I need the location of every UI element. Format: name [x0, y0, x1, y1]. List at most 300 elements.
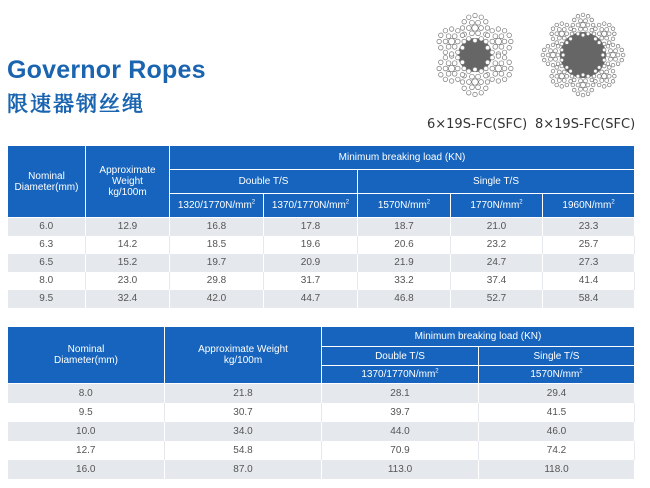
- wire: [594, 69, 598, 73]
- table-row: [8, 236, 635, 254]
- wire: [560, 42, 564, 46]
- wire: [448, 65, 454, 71]
- wire: [561, 53, 565, 57]
- wire: [551, 69, 555, 73]
- wire: [495, 65, 501, 71]
- table-cell: 27.3: [543, 254, 635, 272]
- wire: [449, 79, 453, 83]
- table-cell: 18.5: [170, 236, 264, 254]
- wire: [613, 74, 617, 78]
- table-cell: 21.0: [451, 218, 543, 236]
- col-header-min-breaking-load: Minimum breaking load (KN): [170, 146, 635, 170]
- wire: [606, 44, 610, 48]
- wire: [549, 57, 553, 61]
- table-cell: 34.0: [165, 422, 322, 441]
- wire: [496, 54, 500, 58]
- wire: [456, 77, 460, 81]
- wire: [613, 32, 617, 36]
- wire: [555, 23, 559, 27]
- wire: [602, 74, 607, 79]
- wire: [476, 20, 481, 25]
- table-cell: 29.8: [170, 272, 264, 290]
- table-cell: 20.9: [264, 254, 358, 272]
- wire: [572, 18, 576, 22]
- wire: [586, 74, 590, 78]
- wire: [507, 46, 511, 50]
- wire: [607, 41, 611, 45]
- wire: [602, 22, 606, 26]
- wire: [551, 27, 555, 31]
- wire: [600, 79, 604, 83]
- wire: [496, 27, 500, 31]
- table-row: [8, 422, 635, 441]
- wire: [562, 70, 566, 74]
- rope-caption-8x19: 8×19S-FC(SFC): [535, 117, 636, 132]
- wire: [584, 27, 588, 31]
- wire: [590, 18, 594, 22]
- table-cell: 41.5: [479, 403, 635, 422]
- table-row: [8, 218, 635, 236]
- table-row: [8, 272, 635, 290]
- col-header-nominal-diameter: Nominal Diameter(mm): [8, 327, 165, 384]
- wire: [462, 39, 466, 43]
- wire: [467, 69, 471, 73]
- wire: [565, 83, 569, 87]
- table-cell: 21.8: [165, 384, 322, 403]
- wire: [597, 41, 601, 45]
- wire: [555, 66, 559, 70]
- wire: [467, 80, 472, 85]
- wire: [473, 67, 477, 71]
- wire: [584, 87, 588, 91]
- wire: [607, 23, 611, 27]
- table-cell: 24.7: [451, 254, 543, 272]
- col-header-grade: $1370/1770N/mm^2$: [264, 194, 358, 218]
- wire: [437, 66, 441, 70]
- wire: [586, 92, 590, 96]
- wire: [473, 92, 477, 96]
- table-row: [8, 254, 635, 272]
- wire: [479, 80, 484, 85]
- table-cell: 70.9: [322, 441, 479, 460]
- wire: [439, 46, 443, 50]
- wire: [449, 52, 453, 56]
- wire: [562, 28, 566, 32]
- wire: [590, 88, 594, 92]
- table-cell: 9.5: [8, 403, 165, 422]
- wire: [460, 80, 464, 84]
- wire: [560, 58, 564, 62]
- wire: [546, 53, 550, 57]
- table-cell: 39.7: [322, 403, 479, 422]
- wire: [502, 39, 507, 44]
- col-header-single-ts: Single T/S: [479, 347, 635, 366]
- wire: [611, 79, 615, 83]
- table-row: [8, 441, 635, 460]
- table-cell: 8.0: [8, 384, 165, 403]
- wire: [443, 66, 448, 71]
- wire: [557, 28, 561, 32]
- table-row: [8, 384, 635, 403]
- wire: [452, 71, 457, 76]
- wire: [576, 14, 580, 18]
- wire: [560, 85, 564, 89]
- wire: [556, 62, 560, 66]
- wire: [452, 61, 457, 66]
- wire: [499, 34, 504, 39]
- wire: [556, 53, 560, 57]
- wire: [611, 37, 615, 41]
- wire: [443, 55, 447, 59]
- wire: [460, 46, 464, 50]
- wire: [565, 23, 569, 27]
- wire: [439, 60, 443, 64]
- table-row: [8, 403, 635, 422]
- wire: [449, 27, 453, 31]
- wire: [607, 32, 611, 36]
- wire: [580, 82, 585, 87]
- table-cell: 54.8: [165, 441, 322, 460]
- wire: [484, 20, 488, 24]
- col-header-single-ts: Single T/S: [358, 170, 635, 194]
- wire: [609, 49, 613, 53]
- col-header-min-breaking-load: Minimum breaking load (KN): [322, 327, 635, 347]
- table-cell: 37.4: [451, 272, 543, 290]
- wire: [452, 44, 457, 49]
- wire: [565, 32, 569, 36]
- wire: [446, 61, 451, 66]
- wire: [610, 52, 615, 57]
- wire: [605, 36, 609, 40]
- wire: [485, 60, 489, 64]
- wire: [565, 66, 569, 70]
- wire: [600, 36, 604, 40]
- wire: [499, 44, 504, 49]
- table-cell: 46.8: [358, 290, 451, 308]
- wire: [621, 53, 625, 57]
- wire: [439, 33, 443, 37]
- wire: [620, 58, 624, 62]
- wire: [502, 28, 506, 32]
- wire: [473, 38, 477, 42]
- wire: [472, 25, 478, 31]
- wire: [456, 28, 460, 32]
- wire: [554, 57, 558, 61]
- wire: [592, 32, 596, 36]
- wire: [611, 69, 615, 73]
- wire: [476, 74, 481, 79]
- wire: [594, 27, 598, 31]
- wire: [507, 33, 511, 37]
- wire: [590, 28, 594, 32]
- wire: [571, 83, 575, 87]
- wire: [456, 55, 460, 59]
- table-cell: 8.0: [8, 272, 86, 290]
- wire: [557, 79, 561, 83]
- wire: [572, 28, 576, 32]
- wire: [602, 85, 606, 89]
- wire: [581, 13, 585, 17]
- wire: [602, 31, 607, 36]
- wire: [611, 27, 615, 31]
- wire: [493, 34, 498, 39]
- table-cell: 41.4: [543, 272, 635, 290]
- fibre-core: [560, 32, 606, 78]
- table-cell: 113.0: [322, 460, 479, 479]
- wire: [560, 64, 564, 68]
- col-header-double-ts: Double T/S: [170, 170, 358, 194]
- wire: [509, 39, 513, 43]
- col-header-grade: $1570N/mm^2$: [358, 194, 451, 218]
- wire: [562, 36, 566, 40]
- wire: [546, 44, 550, 48]
- wire: [602, 64, 606, 68]
- table-cell: 44.7: [264, 290, 358, 308]
- wire: [616, 62, 620, 66]
- wire: [606, 53, 610, 57]
- table-cell: 28.1: [322, 384, 479, 403]
- wire: [473, 13, 477, 17]
- wire: [470, 74, 475, 79]
- wire: [607, 74, 611, 78]
- table-cell: 58.4: [543, 290, 635, 308]
- wire: [609, 57, 613, 61]
- wire: [484, 39, 488, 43]
- col-header-double-ts: Double T/S: [322, 347, 479, 366]
- wire: [484, 74, 488, 78]
- wire: [479, 15, 483, 19]
- wire: [611, 63, 615, 67]
- wire: [507, 60, 511, 64]
- wire: [557, 36, 561, 40]
- wire: [605, 28, 609, 32]
- wire: [467, 26, 472, 31]
- wire: [555, 74, 559, 78]
- rope-caption-6x19: 6×19S-FC(SFC): [427, 117, 528, 132]
- wire: [555, 32, 559, 36]
- table-cell: 18.7: [358, 218, 451, 236]
- table-cell: 74.2: [479, 441, 635, 460]
- wire: [600, 70, 604, 74]
- col-header-grade: $1370/1770N/mm^2$: [322, 366, 479, 384]
- wire: [581, 73, 585, 77]
- table-cell: 6.3: [8, 236, 86, 254]
- wire: [581, 93, 585, 97]
- wire: [479, 69, 483, 73]
- wire: [592, 74, 596, 78]
- wire: [586, 14, 590, 18]
- wire: [462, 20, 466, 24]
- wire: [565, 41, 569, 45]
- wire: [591, 23, 595, 27]
- wire: [502, 77, 506, 81]
- wire: [607, 66, 611, 70]
- wire: [484, 86, 488, 90]
- wire: [455, 66, 460, 71]
- table-cell: 14.2: [86, 236, 170, 254]
- col-header-grade: $1960N/mm^2$: [543, 194, 635, 218]
- wire: [554, 49, 558, 53]
- table-cell: 52.7: [451, 290, 543, 308]
- wire: [571, 23, 575, 27]
- wire: [576, 32, 580, 36]
- wire: [611, 43, 615, 47]
- wire: [591, 83, 595, 87]
- wire: [555, 83, 559, 87]
- wire: [490, 50, 494, 54]
- wire: [467, 15, 471, 19]
- wire: [496, 79, 500, 83]
- wire: [509, 66, 513, 70]
- wire: [476, 85, 481, 90]
- wire: [559, 31, 564, 36]
- col-header-grade: $1770N/mm^2$: [451, 194, 543, 218]
- wire: [479, 37, 483, 41]
- table-cell: 6.0: [8, 218, 86, 236]
- wire: [476, 31, 481, 36]
- table-cell: 12.7: [8, 441, 165, 460]
- wire: [479, 26, 484, 31]
- wire: [550, 32, 554, 36]
- wire: [467, 91, 471, 95]
- wire: [490, 28, 494, 32]
- wire: [493, 61, 498, 66]
- wire: [551, 63, 555, 67]
- wire: [490, 55, 494, 59]
- wire: [586, 32, 590, 36]
- wire: [462, 86, 466, 90]
- table-cell: 31.7: [264, 272, 358, 290]
- wire: [546, 62, 550, 66]
- table-cell: 20.6: [358, 236, 451, 254]
- wire: [541, 53, 545, 57]
- wire: [607, 83, 611, 87]
- table-cell: 30.7: [165, 403, 322, 422]
- wire: [484, 66, 488, 70]
- table-cell: 29.4: [479, 384, 635, 403]
- wire: [594, 79, 598, 83]
- table-cell: 23.3: [543, 218, 635, 236]
- wire: [446, 44, 451, 49]
- wire: [597, 74, 601, 78]
- wire: [495, 38, 501, 44]
- wire: [584, 79, 588, 83]
- wire: [569, 79, 573, 83]
- table-cell: 21.9: [358, 254, 451, 272]
- wire: [490, 39, 495, 44]
- wire: [586, 83, 590, 87]
- wire: [551, 79, 555, 83]
- wire: [455, 39, 460, 44]
- table-cell: 23.0: [86, 272, 170, 290]
- table-cell: 23.2: [451, 236, 543, 254]
- wire: [614, 57, 618, 61]
- wire: [446, 71, 451, 76]
- wire: [576, 23, 580, 27]
- table-cell: 32.4: [86, 290, 170, 308]
- table-cell: 15.2: [86, 254, 170, 272]
- table-cell: 25.7: [543, 236, 635, 254]
- wire: [576, 92, 580, 96]
- wire: [490, 77, 494, 81]
- wire: [572, 88, 576, 92]
- table-governor-ropes-2: [7, 326, 635, 479]
- wire: [490, 66, 495, 71]
- wire: [579, 87, 583, 91]
- wire: [602, 48, 606, 52]
- wire: [551, 43, 555, 47]
- wire: [502, 50, 506, 54]
- wire: [443, 28, 447, 32]
- wire: [559, 74, 564, 79]
- wire: [502, 55, 506, 59]
- table-cell: 44.0: [322, 422, 479, 441]
- col-header-grade: $1570N/mm^2$: [479, 366, 635, 384]
- wire: [614, 49, 618, 53]
- col-header-nominal-diameter: Nominal Diameter(mm): [8, 146, 86, 218]
- wire: [569, 69, 573, 73]
- table-cell: 19.6: [264, 236, 358, 254]
- table-cell: 46.0: [479, 422, 635, 441]
- wire: [555, 41, 559, 45]
- table-cell: 17.8: [264, 218, 358, 236]
- wire: [485, 33, 489, 37]
- wire: [581, 33, 585, 37]
- col-header-approx-weight: Approximate Weight kg/100m: [86, 146, 170, 218]
- wire: [579, 27, 583, 31]
- wire: [584, 19, 588, 23]
- wire: [479, 91, 483, 95]
- wire: [485, 80, 489, 84]
- wire: [550, 74, 554, 78]
- wire: [602, 42, 606, 46]
- wire: [605, 79, 609, 83]
- wire: [472, 79, 478, 85]
- wire: [579, 79, 583, 83]
- wire: [597, 83, 601, 87]
- wire: [460, 33, 464, 37]
- table-row: [8, 290, 635, 308]
- wire: [542, 58, 546, 62]
- wire: [485, 26, 489, 30]
- wire: [460, 26, 464, 30]
- wire: [499, 71, 504, 76]
- wire: [550, 52, 555, 57]
- table-cell: 16.0: [8, 460, 165, 479]
- wire: [576, 83, 580, 87]
- wire: [460, 73, 464, 77]
- page-title: Governor Ropes: [7, 56, 206, 84]
- wire: [557, 70, 561, 74]
- wire: [590, 78, 594, 82]
- wire: [470, 31, 475, 36]
- wire: [572, 78, 576, 82]
- wire: [507, 73, 511, 77]
- wire: [502, 66, 507, 71]
- page-title-chinese: 限速器钢丝绳: [7, 92, 145, 116]
- wire: [551, 37, 555, 41]
- wire: [470, 85, 475, 90]
- wire: [586, 23, 590, 27]
- wire: [446, 34, 451, 39]
- wire: [443, 50, 447, 54]
- wire: [443, 77, 447, 81]
- table-cell: 87.0: [165, 460, 322, 479]
- table-cell: 12.9: [86, 218, 170, 236]
- rope-6x19-cross-section: [430, 10, 520, 100]
- table-governor-ropes-1: [7, 145, 635, 308]
- table-cell: 33.2: [358, 272, 451, 290]
